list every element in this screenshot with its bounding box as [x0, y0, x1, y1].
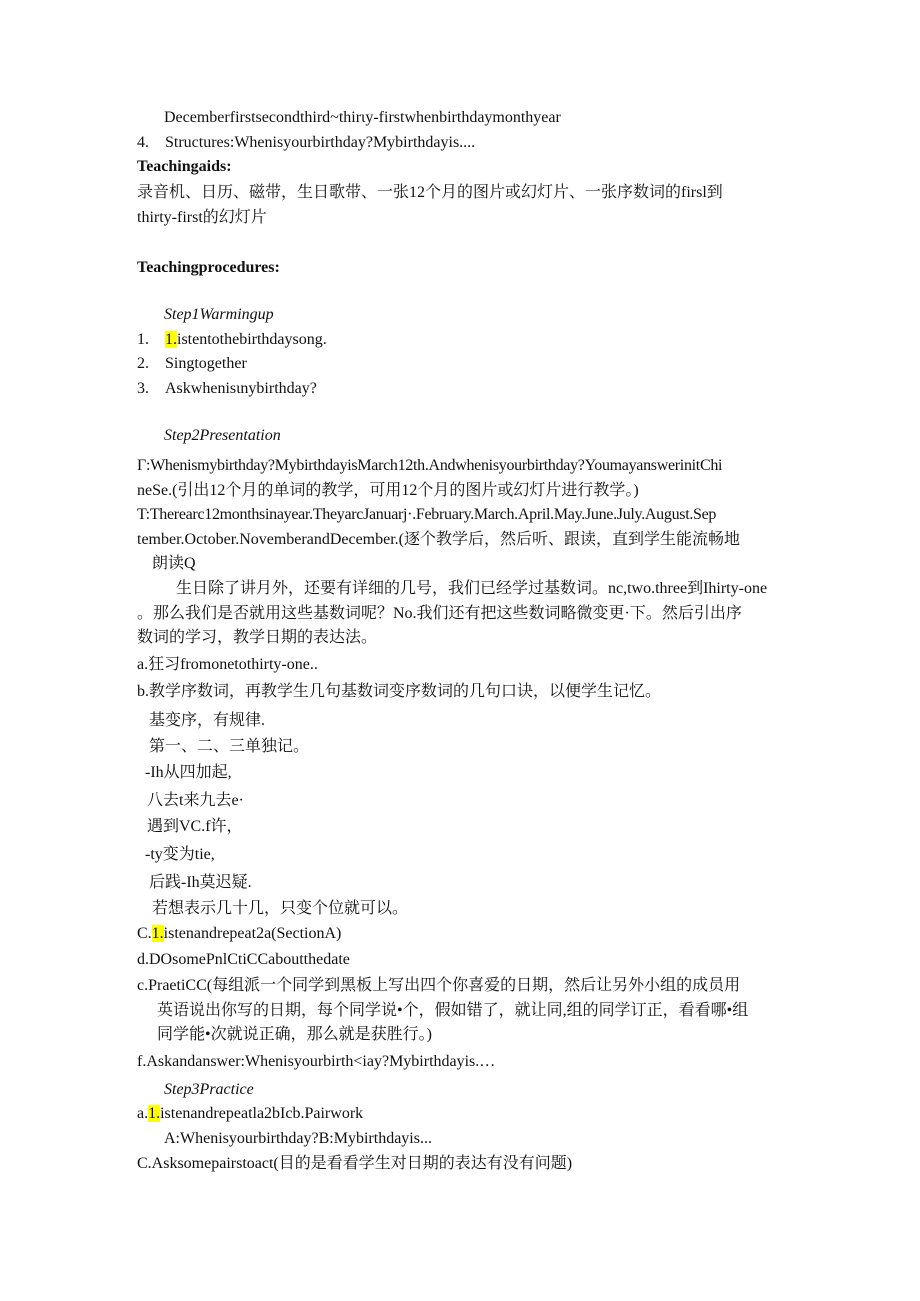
step1-item-3	[137, 379, 317, 399]
rhyme-line-7: 后践-Ih莫迟疑.	[149, 874, 252, 891]
presentation-line-3: T:Therearc12monthsinayear.TheyarcJanuarj·.February.March.April.May.June.July.August.Sep	[137, 506, 717, 523]
step1-item-1	[137, 330, 327, 350]
step3-item-a-text: istenandrepeatla2bIcb.Pairwork	[160, 1105, 364, 1122]
step3-item-a-prefix: a.	[137, 1105, 149, 1122]
rhyme-line-6: -ty变为tie,	[145, 846, 215, 863]
item-c	[137, 924, 341, 944]
rhyme-line-1: 基变序，有规律.	[149, 712, 266, 729]
item-b: b.教学序数词，再教学生几句基数词变序数词的几句口诀，以便学生记忆。	[137, 683, 662, 700]
step3-dialog: A:Whenisyourbirthday?B:Mybirthdayis...	[164, 1130, 432, 1147]
item-c-text: istenandrepeat2a(SectionA)	[163, 925, 342, 942]
paragraph-line-3: 数词的学习，教学日期的表达法。	[137, 629, 378, 646]
highlighted-text: 1.	[151, 925, 164, 942]
list-number: 1.	[137, 331, 149, 348]
rhyme-line-3: -Ih从四加起,	[145, 764, 232, 781]
rhyme-line-2: 第一、二、三单独记。	[149, 738, 310, 755]
structures-text: Structures:Whenisyourbirthday?Mybirthdayis....	[165, 134, 476, 151]
item-d: d.DOsomePnlCtiCCaboutthedate	[137, 951, 350, 968]
rhyme-line-5: 遇到VC.f许，	[147, 818, 243, 835]
item-e-line-3: 同学能•次就说正确，那么就是获胜行。)	[157, 1026, 432, 1043]
teaching-procedures-heading: Teachingprocedures:	[137, 259, 280, 276]
highlighted-text: 1.	[148, 1105, 161, 1122]
step3-item-a	[137, 1104, 363, 1124]
presentation-line-4: tember.October.NovemberandDecember.(逐个教学后，然后听、跟读，直到学生能流畅地	[137, 531, 741, 548]
vocabulary-line: Decemberfirstsecondthird~thirιy-firstwhenbirthdaymonthyear	[164, 109, 561, 126]
step3-item-c: C.Asksomepairstoact(目的是看看学生对日期的表达有没有问题)	[137, 1155, 573, 1172]
presentation-line-1: Γ:Whenismybirthday?MybirthdayisMarch12th.Andwhenisyourbirthday?YoumayanswerinitChi	[137, 457, 723, 474]
list-number: 4.	[137, 134, 149, 151]
rhyme-line-8: 若想表示几十几，只变个位就可以。	[152, 900, 409, 917]
step1-item-2-text: Singtogether	[165, 355, 247, 372]
presentation-line-5: 朗读Q	[152, 555, 196, 572]
step1-heading: Step1Warmingup	[164, 306, 274, 323]
step1-item-1-text: istentothebirthdaysong.	[177, 331, 327, 348]
highlighted-text: 1.	[165, 331, 177, 348]
step1-item-3-text: Askwhenisιnybirthday?	[165, 380, 317, 397]
item-f: f.Askandanswer:Whenisyourbirth<iay?Mybirthdayis.…	[137, 1053, 496, 1070]
structures-item	[137, 133, 475, 153]
teaching-aids-line-1: 录音机、日历、磁带，生日歌带、一张12个月的图片或幻灯片、一张序数词的firsl到	[137, 184, 723, 201]
item-a: a.狂习fromonetothirty-one..	[137, 656, 318, 673]
step2-heading: Step2Presentation	[164, 427, 281, 444]
paragraph-line-2: 。那么我们是否就用这些基数词呢？No.我们还有把这些数词略微变更·下。然后引出序	[137, 605, 742, 622]
item-e-line-1: c.PraetiCC(每组派一个同学到黑板上写出四个你喜爱的日期，然后让另外小组的成员用	[137, 977, 741, 994]
step1-item-2	[137, 354, 247, 374]
teaching-aids-line-2: thirty-first的幻灯片	[137, 209, 267, 226]
rhyme-line-4: 八去t来九去e·	[147, 792, 244, 809]
paragraph-line-1: 生日除了讲月外，还要有详细的几号，我们已经学过基数词。nc,two.three到Ihirty-one	[176, 580, 768, 597]
presentation-line-2: neSe.(引出12个月的单词的教学，可用12个月的图片或幻灯片进行教学。)	[137, 482, 639, 499]
list-number: 2.	[137, 355, 149, 372]
item-c-prefix: C.	[137, 925, 152, 942]
list-number: 3.	[137, 380, 149, 397]
step3-heading: Step3Practice	[164, 1081, 254, 1098]
item-e-line-2: 英语说出你写的日期，每个同学说•个，假如错了，就让同,组的同学订正，看看哪•组	[157, 1002, 749, 1019]
teaching-aids-heading: Teachingaids:	[137, 158, 232, 175]
